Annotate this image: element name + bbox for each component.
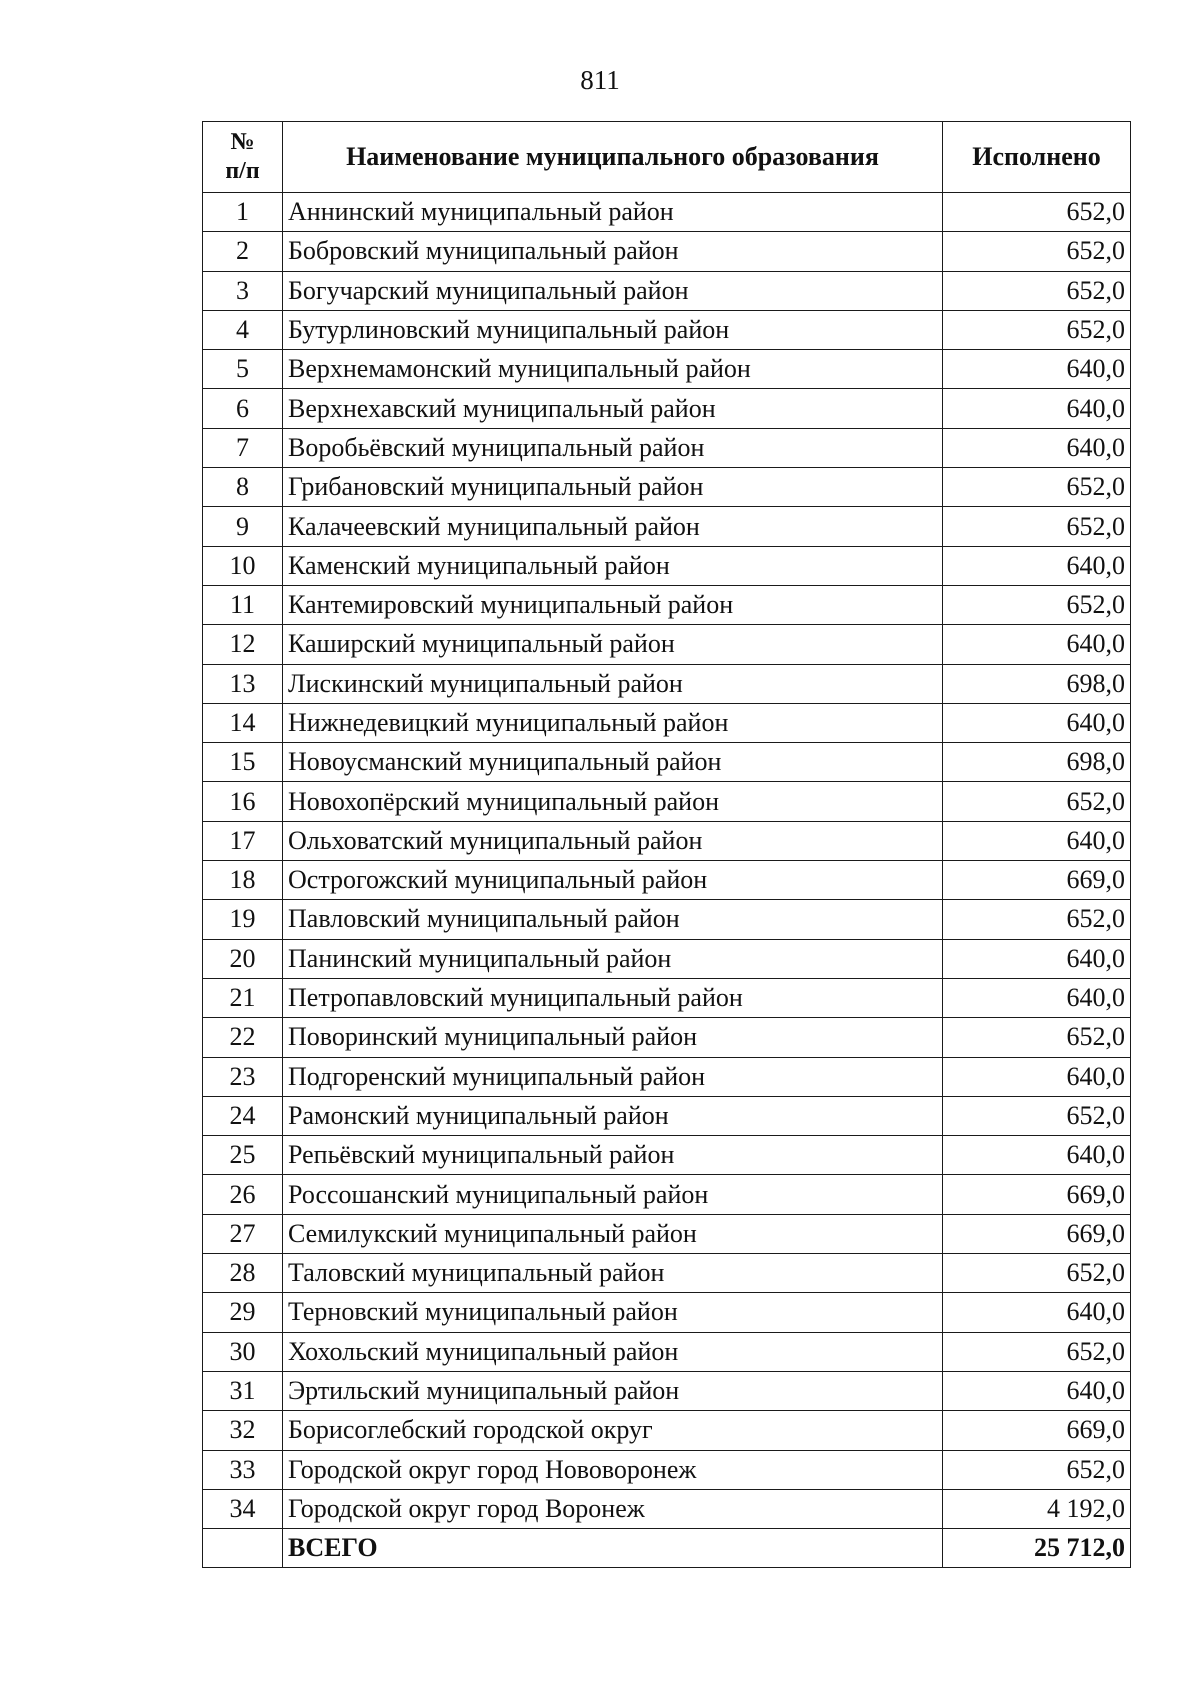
- table-header-row: [203, 122, 1131, 193]
- municipality-name: Нижнедевицкий муниципальный район: [283, 703, 943, 742]
- executed-amount: 4 192,0: [943, 1489, 1131, 1528]
- row-number: 26: [203, 1175, 283, 1214]
- municipality-name: Верхнехавский муниципальный район: [283, 389, 943, 428]
- municipality-name: Городской округ город Воронеж: [283, 1489, 943, 1528]
- table-row: [203, 978, 1131, 1017]
- municipality-name: Острогожский муниципальный район: [283, 861, 943, 900]
- executed-amount: 640,0: [943, 1136, 1131, 1175]
- row-number: 25: [203, 1136, 283, 1175]
- executed-amount: 652,0: [943, 507, 1131, 546]
- row-number: 1: [203, 193, 283, 232]
- municipality-name: Таловский муниципальный район: [283, 1254, 943, 1293]
- table-row: [203, 1411, 1131, 1450]
- municipal-execution-table: [202, 121, 1131, 1568]
- municipality-name: Репьёвский муниципальный район: [283, 1136, 943, 1175]
- executed-amount: 640,0: [943, 978, 1131, 1017]
- municipality-name: Бутурлиновский муниципальный район: [283, 310, 943, 349]
- total-amount: 25 712,0: [943, 1529, 1131, 1568]
- row-number: 16: [203, 782, 283, 821]
- table-row: [203, 1450, 1131, 1489]
- table-row: [203, 1489, 1131, 1528]
- row-number: 21: [203, 978, 283, 1017]
- table-row: [203, 507, 1131, 546]
- executed-amount: 640,0: [943, 1293, 1131, 1332]
- table-row: [203, 939, 1131, 978]
- municipality-name: Лискинский муниципальный район: [283, 664, 943, 703]
- table-row: [203, 1332, 1131, 1371]
- page-number: 811: [580, 65, 620, 95]
- executed-amount: 640,0: [943, 703, 1131, 742]
- total-row-number: [203, 1529, 283, 1568]
- table-row: [203, 1214, 1131, 1253]
- table-row: [203, 546, 1131, 585]
- table-row: [203, 232, 1131, 271]
- table-row: [203, 861, 1131, 900]
- executed-amount: 652,0: [943, 468, 1131, 507]
- municipality-name: Рамонский муниципальный район: [283, 1096, 943, 1135]
- header-row-number: [203, 122, 283, 193]
- table-row: [203, 350, 1131, 389]
- row-number: 8: [203, 468, 283, 507]
- municipality-name: Каменский муниципальный район: [283, 546, 943, 585]
- row-number: 4: [203, 310, 283, 349]
- executed-amount: 640,0: [943, 1057, 1131, 1096]
- header-row-number-label: № п/п: [225, 129, 260, 184]
- municipality-name: Россошанский муниципальный район: [283, 1175, 943, 1214]
- municipality-name: Аннинский муниципальный район: [283, 193, 943, 232]
- table-row: [203, 193, 1131, 232]
- table-row: [203, 664, 1131, 703]
- table-row: [203, 1371, 1131, 1410]
- table-row: [203, 1018, 1131, 1057]
- total-label: ВСЕГО: [283, 1529, 943, 1568]
- table-row: [203, 1096, 1131, 1135]
- executed-amount: 640,0: [943, 1371, 1131, 1410]
- municipality-name: Новоусманский муниципальный район: [283, 743, 943, 782]
- executed-amount: 652,0: [943, 585, 1131, 624]
- municipality-name: Подгоренский муниципальный район: [283, 1057, 943, 1096]
- executed-amount: 669,0: [943, 1214, 1131, 1253]
- row-number: 33: [203, 1450, 283, 1489]
- executed-amount: 652,0: [943, 782, 1131, 821]
- row-number: 30: [203, 1332, 283, 1371]
- table-row: [203, 1136, 1131, 1175]
- executed-amount: 652,0: [943, 232, 1131, 271]
- table-row: [203, 1057, 1131, 1096]
- table-row: [203, 703, 1131, 742]
- row-number: 18: [203, 861, 283, 900]
- executed-amount: 652,0: [943, 193, 1131, 232]
- executed-amount: 640,0: [943, 821, 1131, 860]
- table-row: [203, 428, 1131, 467]
- row-number: 20: [203, 939, 283, 978]
- municipality-name: Богучарский муниципальный район: [283, 271, 943, 310]
- executed-amount: 640,0: [943, 428, 1131, 467]
- municipality-name: Кантемировский муниципальный район: [283, 585, 943, 624]
- executed-amount: 640,0: [943, 389, 1131, 428]
- executed-amount: 652,0: [943, 1254, 1131, 1293]
- municipality-name: Городской округ город Нововоронеж: [283, 1450, 943, 1489]
- executed-amount: 652,0: [943, 900, 1131, 939]
- executed-amount: 640,0: [943, 625, 1131, 664]
- row-number: 28: [203, 1254, 283, 1293]
- table-row: [203, 625, 1131, 664]
- row-number: 19: [203, 900, 283, 939]
- municipality-name: Семилукский муниципальный район: [283, 1214, 943, 1253]
- municipality-name: Калачеевский муниципальный район: [283, 507, 943, 546]
- row-number: 11: [203, 585, 283, 624]
- executed-amount: 698,0: [943, 664, 1131, 703]
- header-executed: Исполнено: [943, 122, 1131, 193]
- municipality-name: Борисоглебский городской округ: [283, 1411, 943, 1450]
- row-number: 10: [203, 546, 283, 585]
- row-number: 2: [203, 232, 283, 271]
- executed-amount: 640,0: [943, 546, 1131, 585]
- row-number: 13: [203, 664, 283, 703]
- total-row: [203, 1529, 1131, 1568]
- row-number: 24: [203, 1096, 283, 1135]
- table-row: [203, 468, 1131, 507]
- executed-amount: 669,0: [943, 1175, 1131, 1214]
- municipality-name: Грибановский муниципальный район: [283, 468, 943, 507]
- row-number: 29: [203, 1293, 283, 1332]
- table-row: [203, 389, 1131, 428]
- executed-amount: 652,0: [943, 1018, 1131, 1057]
- executed-amount: 669,0: [943, 861, 1131, 900]
- table-row: [203, 821, 1131, 860]
- table-row: [203, 310, 1131, 349]
- table-row: [203, 271, 1131, 310]
- municipality-name: Петропавловский муниципальный район: [283, 978, 943, 1017]
- table-row: [203, 1254, 1131, 1293]
- row-number: 7: [203, 428, 283, 467]
- executed-amount: 652,0: [943, 271, 1131, 310]
- row-number: 32: [203, 1411, 283, 1450]
- executed-amount: 640,0: [943, 350, 1131, 389]
- municipality-name: Панинский муниципальный район: [283, 939, 943, 978]
- executed-amount: 652,0: [943, 1332, 1131, 1371]
- table-row: [203, 743, 1131, 782]
- header-municipality-name: Наименование муниципального образования: [283, 122, 943, 193]
- row-number: 15: [203, 743, 283, 782]
- row-number: 23: [203, 1057, 283, 1096]
- row-number: 31: [203, 1371, 283, 1410]
- municipality-name: Хохольский муниципальный район: [283, 1332, 943, 1371]
- row-number: 12: [203, 625, 283, 664]
- table-row: [203, 900, 1131, 939]
- row-number: 3: [203, 271, 283, 310]
- municipality-name: Павловский муниципальный район: [283, 900, 943, 939]
- municipality-name: Ольховатский муниципальный район: [283, 821, 943, 860]
- executed-amount: 640,0: [943, 939, 1131, 978]
- executed-amount: 698,0: [943, 743, 1131, 782]
- municipality-name: Новохопёрский муниципальный район: [283, 782, 943, 821]
- row-number: 6: [203, 389, 283, 428]
- row-number: 5: [203, 350, 283, 389]
- table-row: [203, 782, 1131, 821]
- row-number: 34: [203, 1489, 283, 1528]
- executed-amount: 652,0: [943, 1096, 1131, 1135]
- row-number: 22: [203, 1018, 283, 1057]
- table-row: [203, 585, 1131, 624]
- executed-amount: 652,0: [943, 1450, 1131, 1489]
- municipality-name: Терновский муниципальный район: [283, 1293, 943, 1332]
- table-row: [203, 1293, 1131, 1332]
- executed-amount: 652,0: [943, 310, 1131, 349]
- municipality-name: Верхнемамонский муниципальный район: [283, 350, 943, 389]
- municipality-name: Поворинский муниципальный район: [283, 1018, 943, 1057]
- row-number: 27: [203, 1214, 283, 1253]
- row-number: 9: [203, 507, 283, 546]
- municipality-name: Воробьёвский муниципальный район: [283, 428, 943, 467]
- municipality-name: Каширский муниципальный район: [283, 625, 943, 664]
- table-row: [203, 1175, 1131, 1214]
- row-number: 14: [203, 703, 283, 742]
- municipality-name: Бобровский муниципальный район: [283, 232, 943, 271]
- executed-amount: 669,0: [943, 1411, 1131, 1450]
- municipality-name: Эртильский муниципальный район: [283, 1371, 943, 1410]
- row-number: 17: [203, 821, 283, 860]
